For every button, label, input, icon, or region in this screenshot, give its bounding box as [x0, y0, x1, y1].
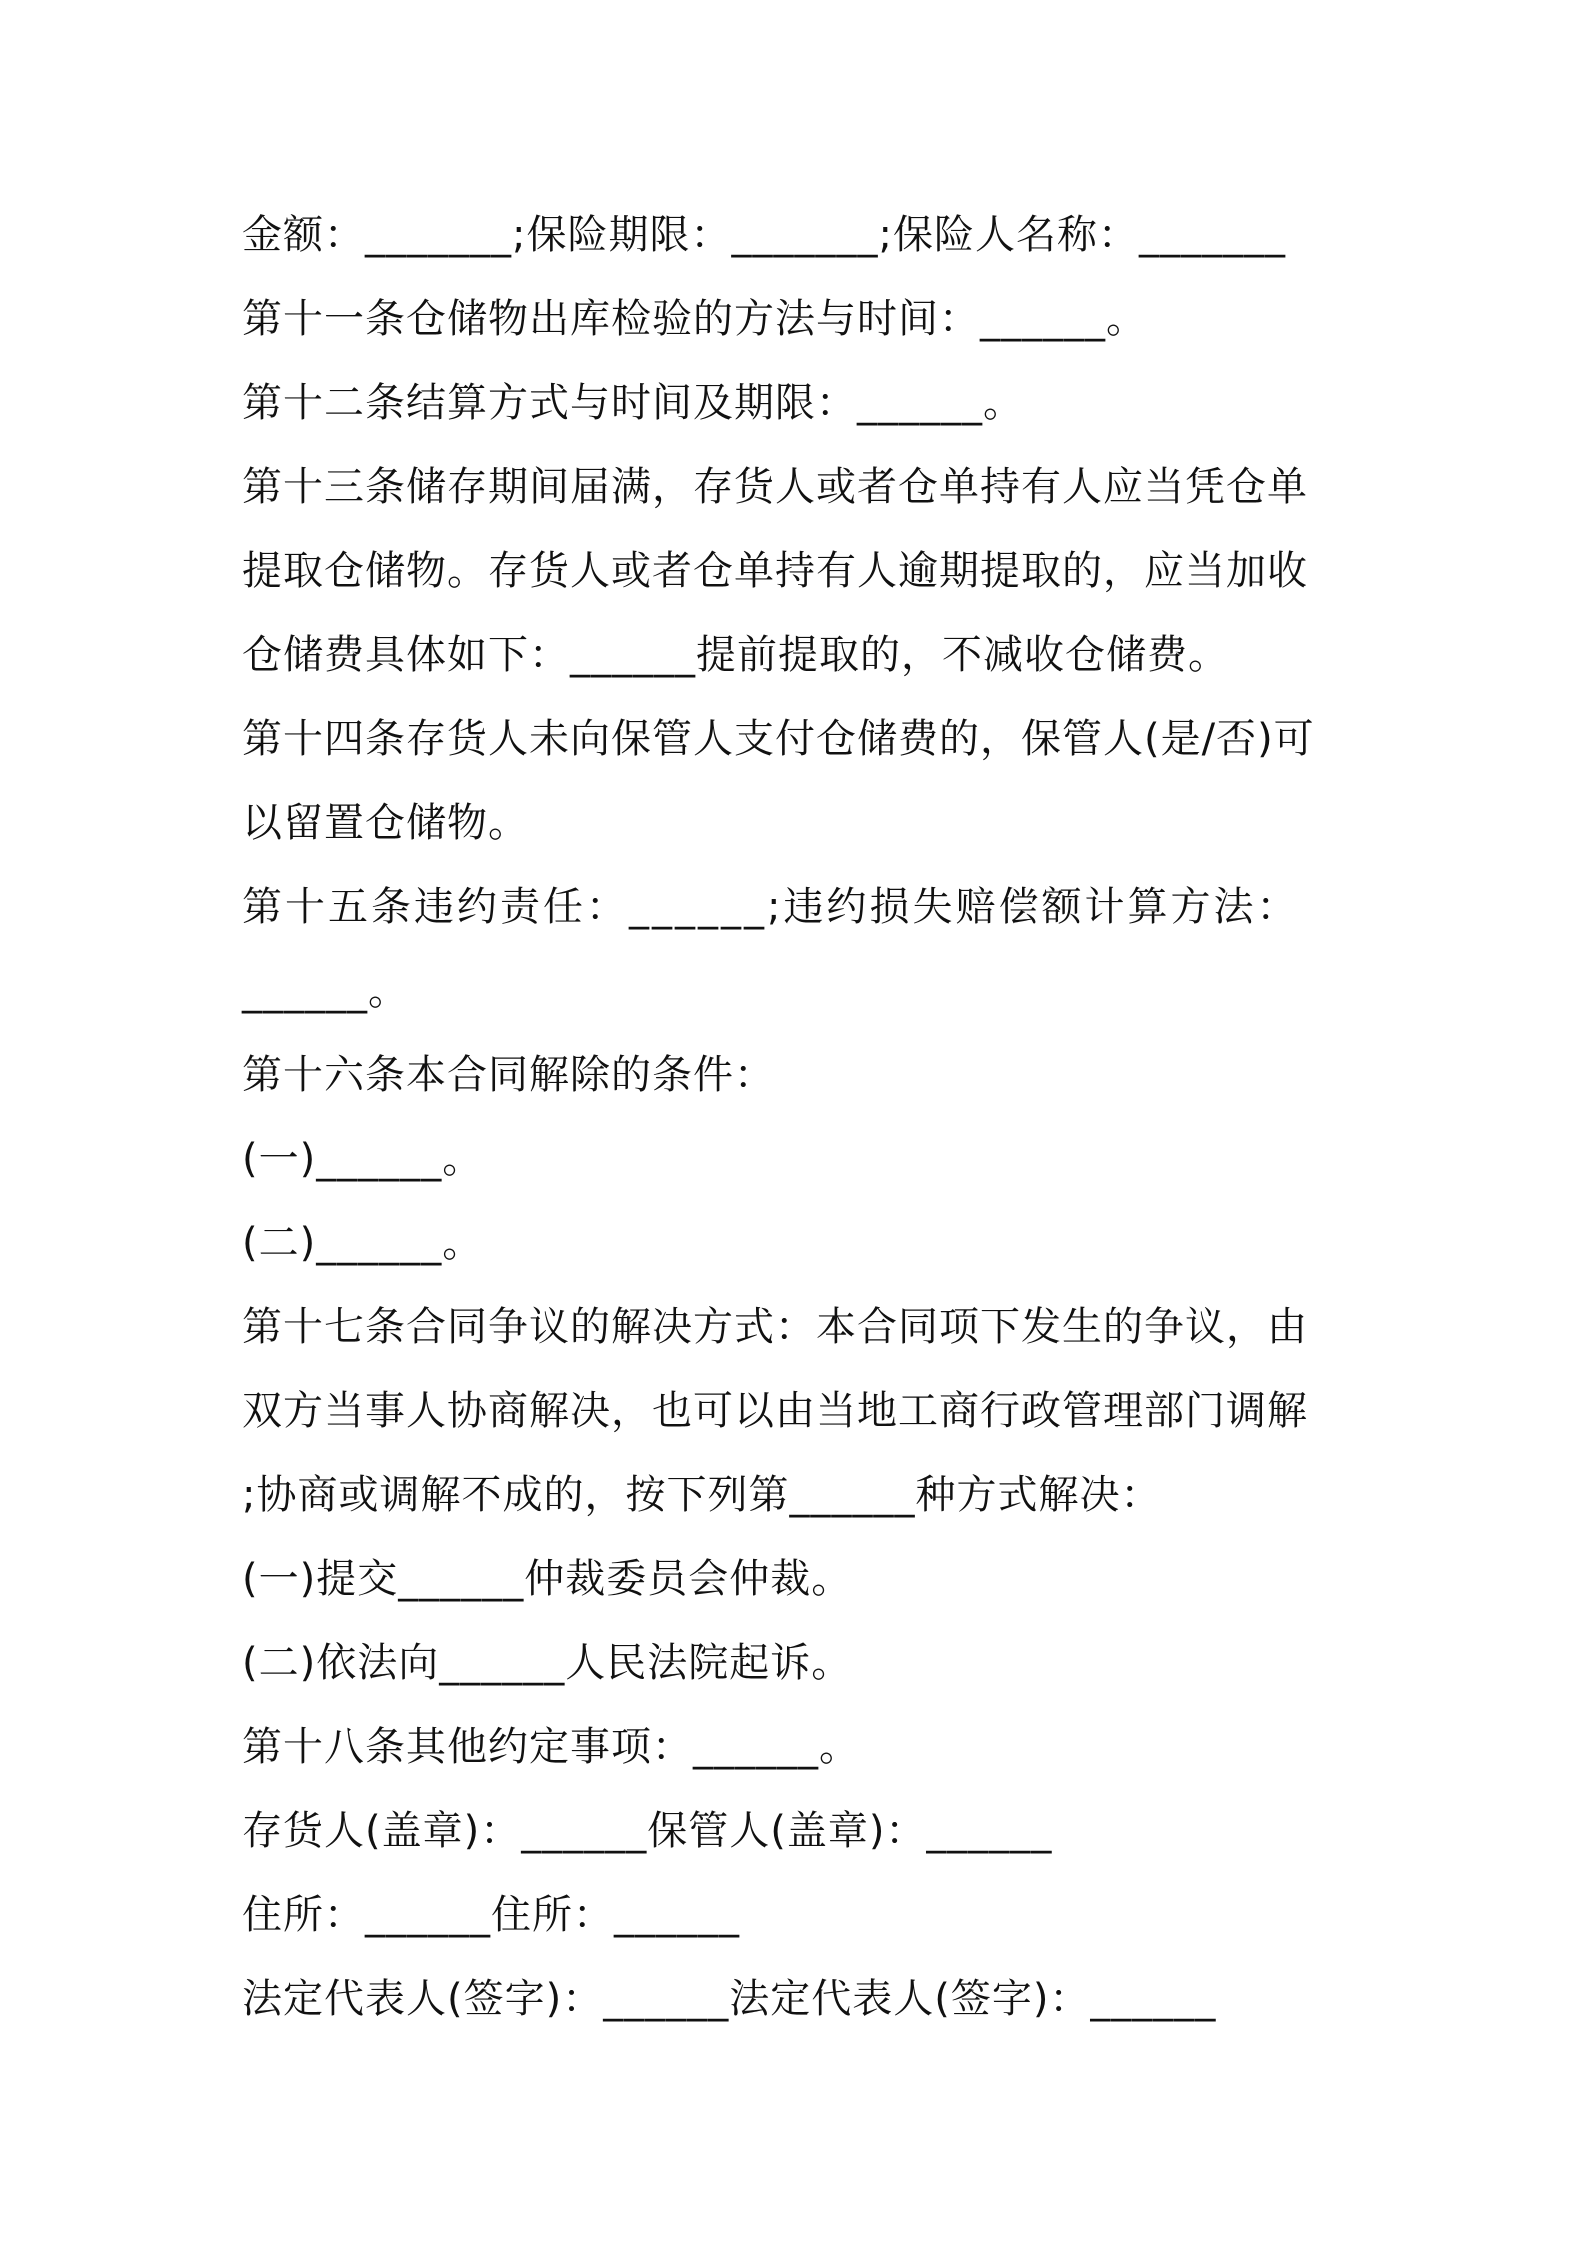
line-article-17-part-1: 第十七条合同争议的解决方式：本合同项下发生的争议，由 — [242, 1304, 1308, 1350]
line-signature-seals: 存货人(盖章)：______保管人(盖章)：______ — [242, 1808, 1053, 1854]
line-article-14-part-1: 第十四条存货人未向保管人支付仓储费的，保管人(是/否)可 — [242, 716, 1315, 762]
line-article-13-part-1: 第十三条储存期间届满，存货人或者仓单持有人应当凭仓单 — [242, 464, 1308, 510]
line-article-13-part-3: 仓储费具体如下：______提前提取的，不减收仓储费。 — [242, 632, 1229, 678]
document-body — [242, 193, 1362, 2041]
line-article-17-item-1: (一)提交______仲裁委员会仲裁。 — [242, 1556, 853, 1602]
line-article-18: 第十八条其他约定事项：______。 — [242, 1724, 860, 1770]
line-article-17-part-2: 双方当事人协商解决，也可以由当地工商行政管理部门调解 — [242, 1388, 1308, 1434]
line-article-14-part-2: 以留置仓储物。 — [242, 800, 529, 846]
line-article-17-item-2: (二)依法向______人民法院起诉。 — [242, 1640, 853, 1686]
line-article-13-part-2: 提取仓储物。存货人或者仓单持有人逾期提取的，应当加收 — [242, 548, 1308, 594]
line-article-17-part-3: ;协商或调解不成的，按下列第______种方式解决： — [242, 1472, 1162, 1518]
line-article-11: 第十一条仓储物出库检验的方法与时间：______。 — [242, 296, 1147, 342]
line-article-16-item-1: (一)______。 — [242, 1136, 484, 1182]
line-article-15-part-2: ______。 — [242, 968, 409, 1014]
line-article-15-part-1: 第十五条违约责任：______;违约损失赔偿额计算方法： — [242, 884, 1300, 930]
line-insurance-terms: 金额：_______;保险期限：_______;保险人名称：_______ — [242, 212, 1286, 258]
line-legal-representatives: 法定代表人(签字)：______法定代表人(签字)：______ — [242, 1976, 1217, 2022]
line-article-12: 第十二条结算方式与时间及期限：______。 — [242, 380, 1024, 426]
line-addresses: 住所：______住所：______ — [242, 1892, 740, 1938]
line-article-16-item-2: (二)______。 — [242, 1220, 484, 1266]
line-article-16: 第十六条本合同解除的条件： — [242, 1052, 775, 1098]
